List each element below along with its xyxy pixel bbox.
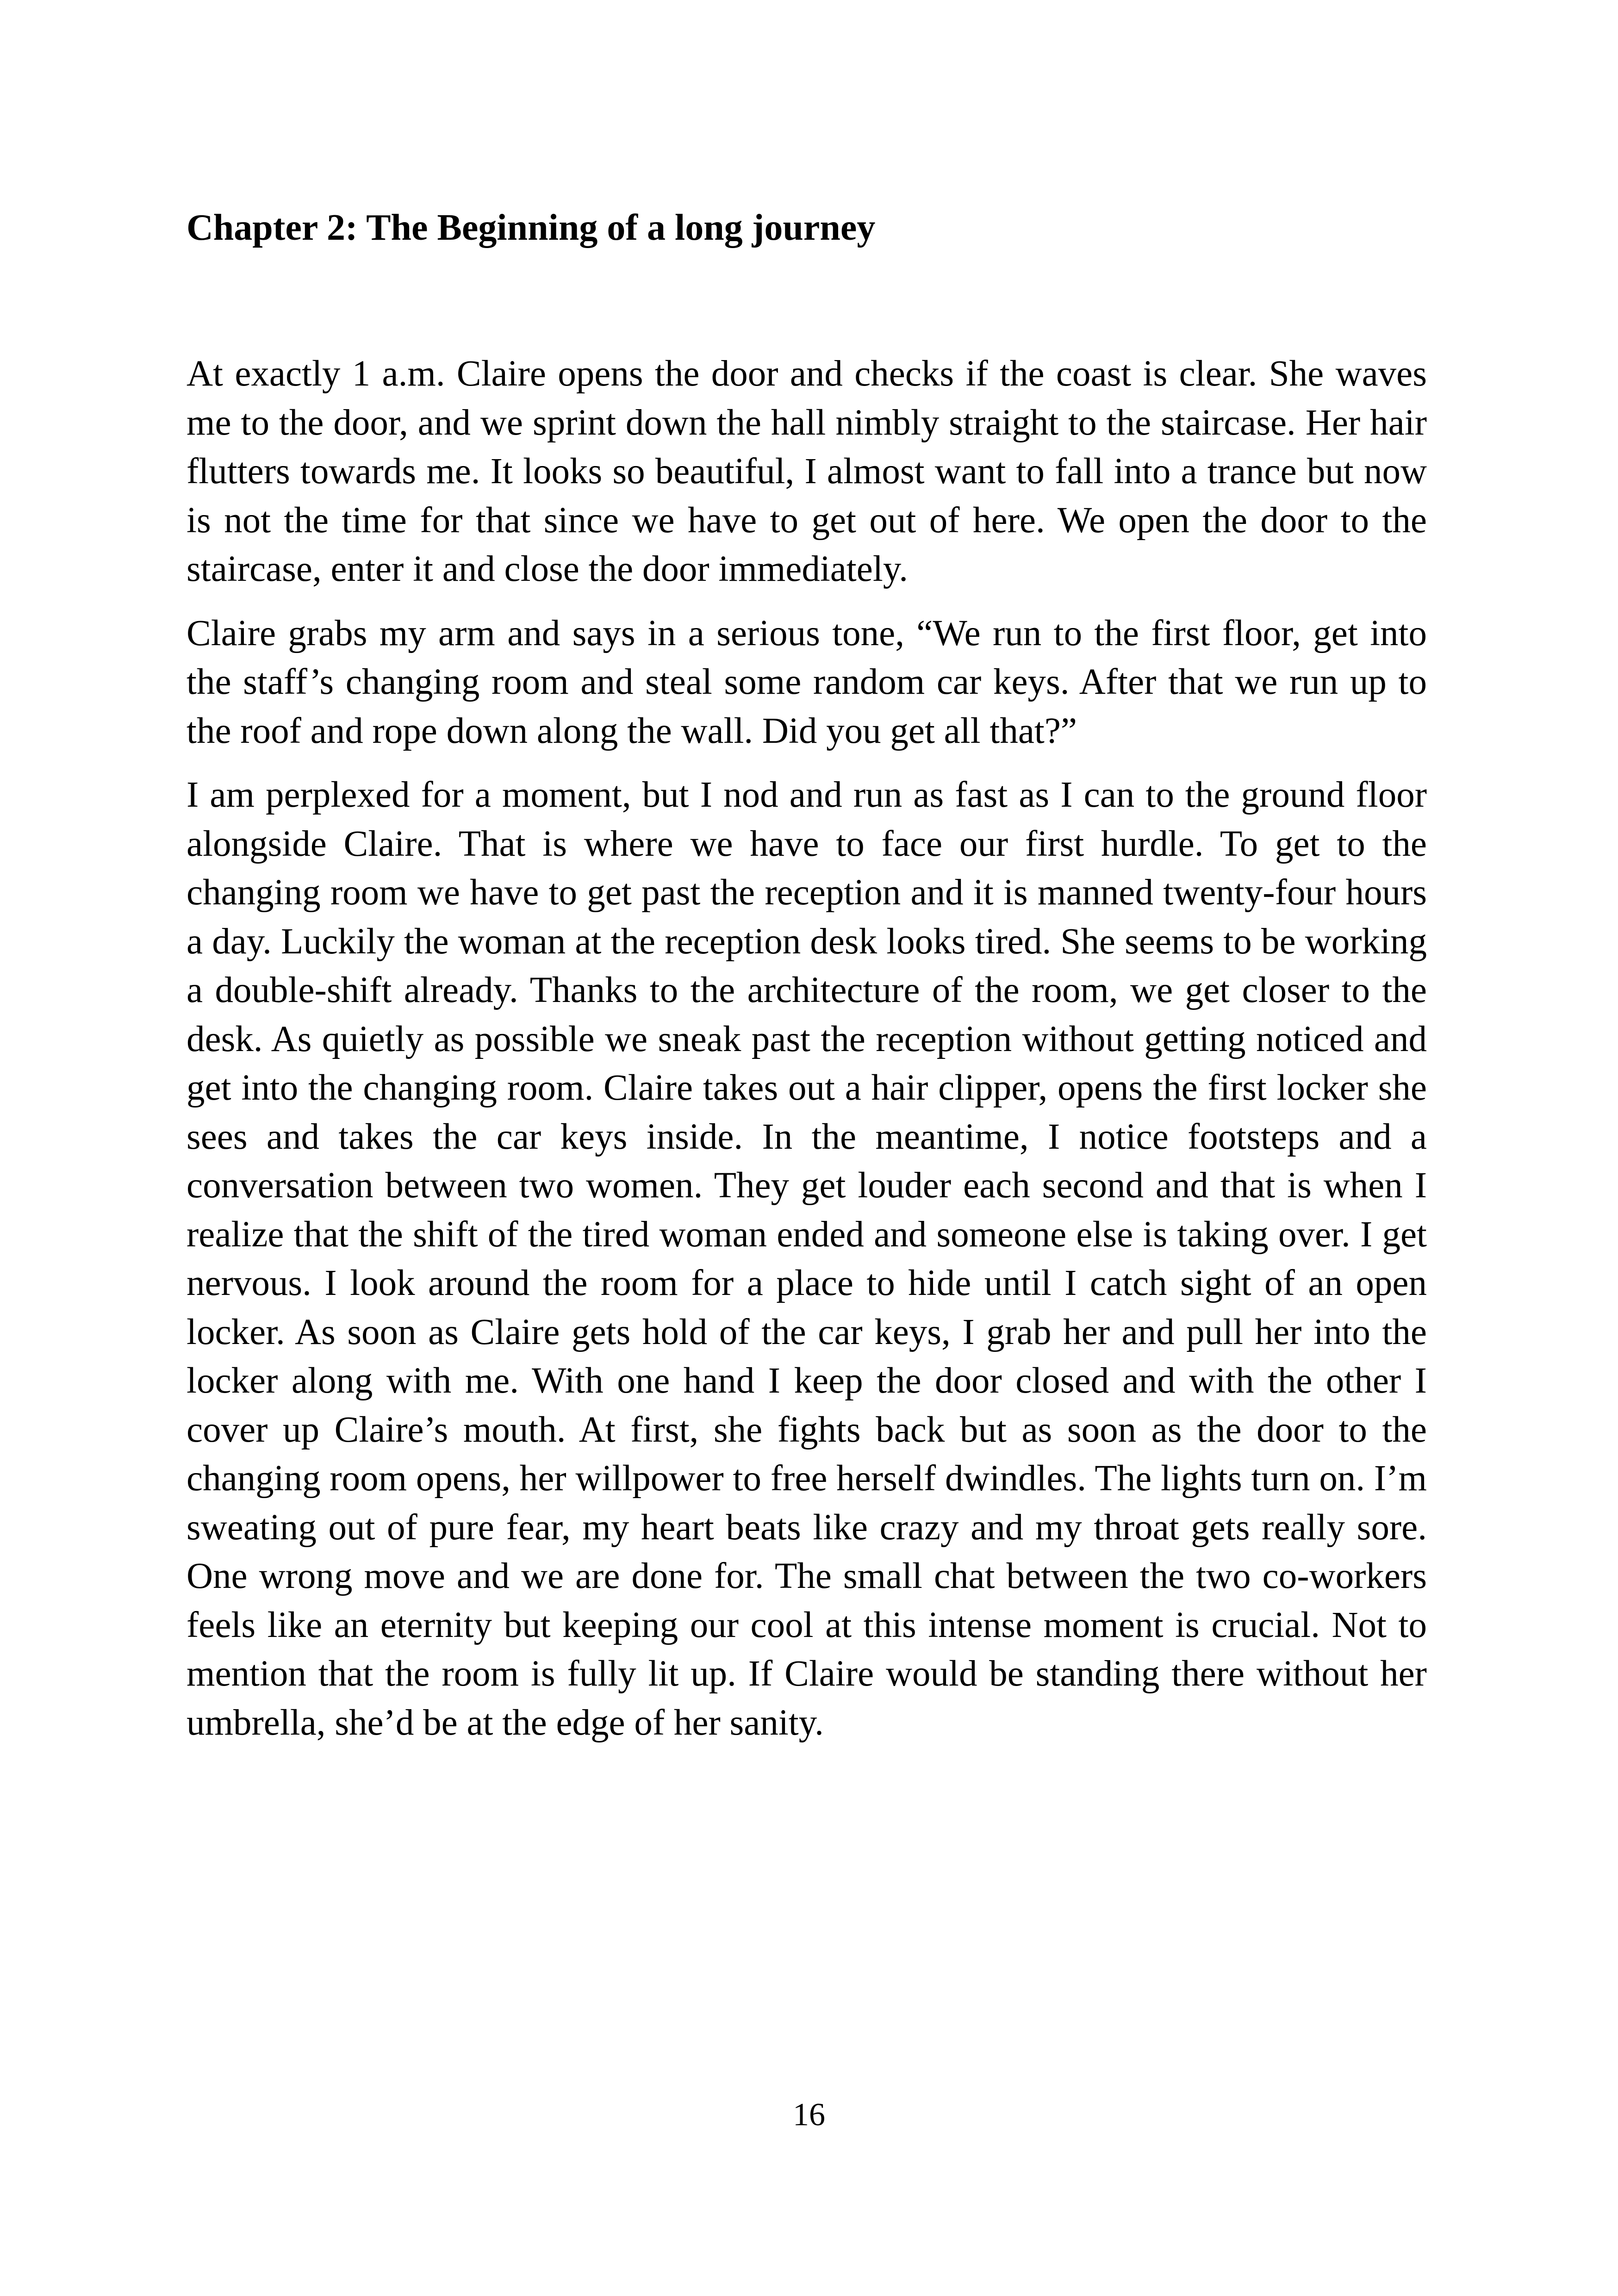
chapter-body <box>187 349 1427 1762</box>
paragraph-1: At exactly 1 a.m. Claire opens the door and checks if the coast is clear. She waves me to the door, and we sprint down the hall nimbly straight to the staircase. Her hair flutters towards me. It looks so beautiful, I almost want to fall into a trance but now is not the time for that since we have to get out of here. We open the door to the staircase, enter it and close the door immediately. <box>187 354 1427 589</box>
page-number: 16 <box>793 2097 825 2133</box>
paragraph-3: I am perplexed for a moment, but I nod and run as fast as I can to the ground floor alongside Claire. That is where we have to face our first hurdle. To get to the changing room we have to get past the reception and it is manned twenty-four hours a day. Luckily the woman at the reception desk looks tired. She seems to be working a double-shift already. Thanks to the architecture of the room, we get closer to the desk. As quietly as possible we sneak past the reception without getting noticed and get into the changing room. Claire takes out a hair clipper, opens the first locker she sees and takes the car keys inside. In the meantime, I notice footsteps and a conversation between two women. They get louder each second and that is when I realize that the shift of the tired woman ended and someone else is taking over. I get nervous. I look around the room for a place to hide until I catch sight of an open locker. As soon as Claire gets hold of the car keys, I grab her and pull her into the locker along with me. With one hand I keep the door closed and with the other I cover up Claire’s mouth. At first, she fights back but as soon as the door to the changing room opens, her willpower to free herself dwindles. The lights turn on. I’m sweating out of pure fear, my heart beats like crazy and my throat gets really sore. One wrong move and we are done for. The small chat between the two co-workers feels like an eternity but keeping our cool at this intense moment is crucial. Not to mention that the room is fully lit up. If Claire would be standing there without her umbrella, she’d be at the edge of her sanity. <box>187 775 1427 1743</box>
chapter-title: Chapter 2: The Beginning of a long journey <box>187 207 876 248</box>
paragraph-2: Claire grabs my arm and says in a serious tone, “We run to the first floor, get into the staff’s changing room and steal some random car keys. After that we run up to the roof and rope down along the wall. Did you get all that?” <box>187 613 1427 751</box>
